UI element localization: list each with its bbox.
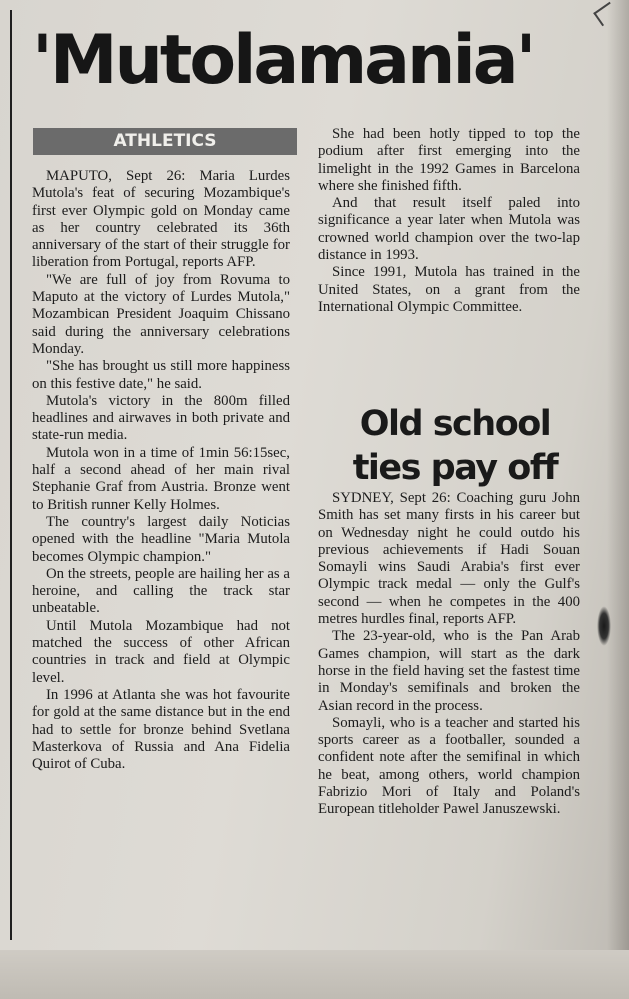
paragraph: She had been hotly tipped to top the podium after first emerging into the limelight in the 1992 Games in Barcelona where she finished fifth. [318,126,580,194]
paragraph: In 1996 at Atlanta she was hot favourite for gold at the same distance but in the end had to settle for bronze behind Svetlana Masterkova of Russia and Ana Fidelia Quirot of Cuba. [32,686,290,773]
paragraph: Until Mutola Mozambique had not matched the success of other African countries in track and field at Olympic level. [32,617,290,686]
paragraph: "We are full of joy from Rovuma to Maputo at the victory of Lurdes Mutola," Mozambican President Joaquim Chissano said during the anniversary celebrations Monday. [32,271,290,357]
paragraph: Mutola won in a time of 1min 56:15sec, half a second ahead of her main rival Stephanie Graf from Austria. Bronze went to British runner Kelly Holmes. [32,444,290,513]
second-article-headline [330,402,580,490]
paragraph: On the streets, people are hailing her as a heroine, and calling the track star unbeatable. [32,565,290,617]
headline-line: Old school [359,404,551,444]
column-rule [10,10,12,940]
paragraph: Mutola's victory in the 800m filled headlines and airwaves in both private and state-run media. [32,392,290,444]
paper-hole-mark [597,606,611,646]
page-edge-shadow [607,0,629,999]
section-kicker [33,128,297,155]
paragraph: "She has brought us still more happiness on this festive date," he said. [32,358,290,392]
paragraph: MAPUTO, Sept 26: Maria Lurdes Mutola's feat of securing Mozambique's first ever Olympic gold on Monday came as her country celebrated its 36th anniversary of the start of their struggle for liberation from Portugal, reports AFP. [32,168,290,271]
page-bottom-margin [0,950,629,999]
headline-line: ties pay off [352,448,558,488]
paragraph: And that result itself paled into significance a year later when Mutola was crowned world champion over the two-lap distance in 1993. [318,195,580,264]
article-body-right-column [318,126,580,316]
second-article-body [318,490,580,819]
paragraph: SYDNEY, Sept 26: Coaching guru John Smith has set many firsts in his career but on Wednesday night he could outdo his previous achievements if Hadi Souan Somayli wins Saudi Arabia's first ever Olympic track medal — only the Gulf's second — when he competes in the 400 metres hurdles final, reports AFP. [318,490,580,628]
article-body-left-column [32,168,290,773]
kicker-label: ATHLETICS [113,131,217,151]
paragraph: The country's largest daily Noticias opened with the headline "Maria Mutola becomes Olympic champion." [32,513,290,565]
paragraph: Since 1991, Mutola has trained in the United States, on a grant from the International Olympic Committee. [318,264,580,315]
paragraph: Somayli, who is a teacher and started his sports career as a footballer, sounded a confident note after the semifinal in which he beat, among others, world champion Fabrizio Mori of Italy and Poland's European titleholder Pawel Januszewski. [318,714,580,818]
paragraph: The 23-year-old, who is the Pan Arab Games champion, will start as the dark horse in the field having set the fastest time in Monday's semifinals and broken the Asian record in the process. [318,628,580,714]
article-headline: 'Mutolamania' [32,21,534,100]
